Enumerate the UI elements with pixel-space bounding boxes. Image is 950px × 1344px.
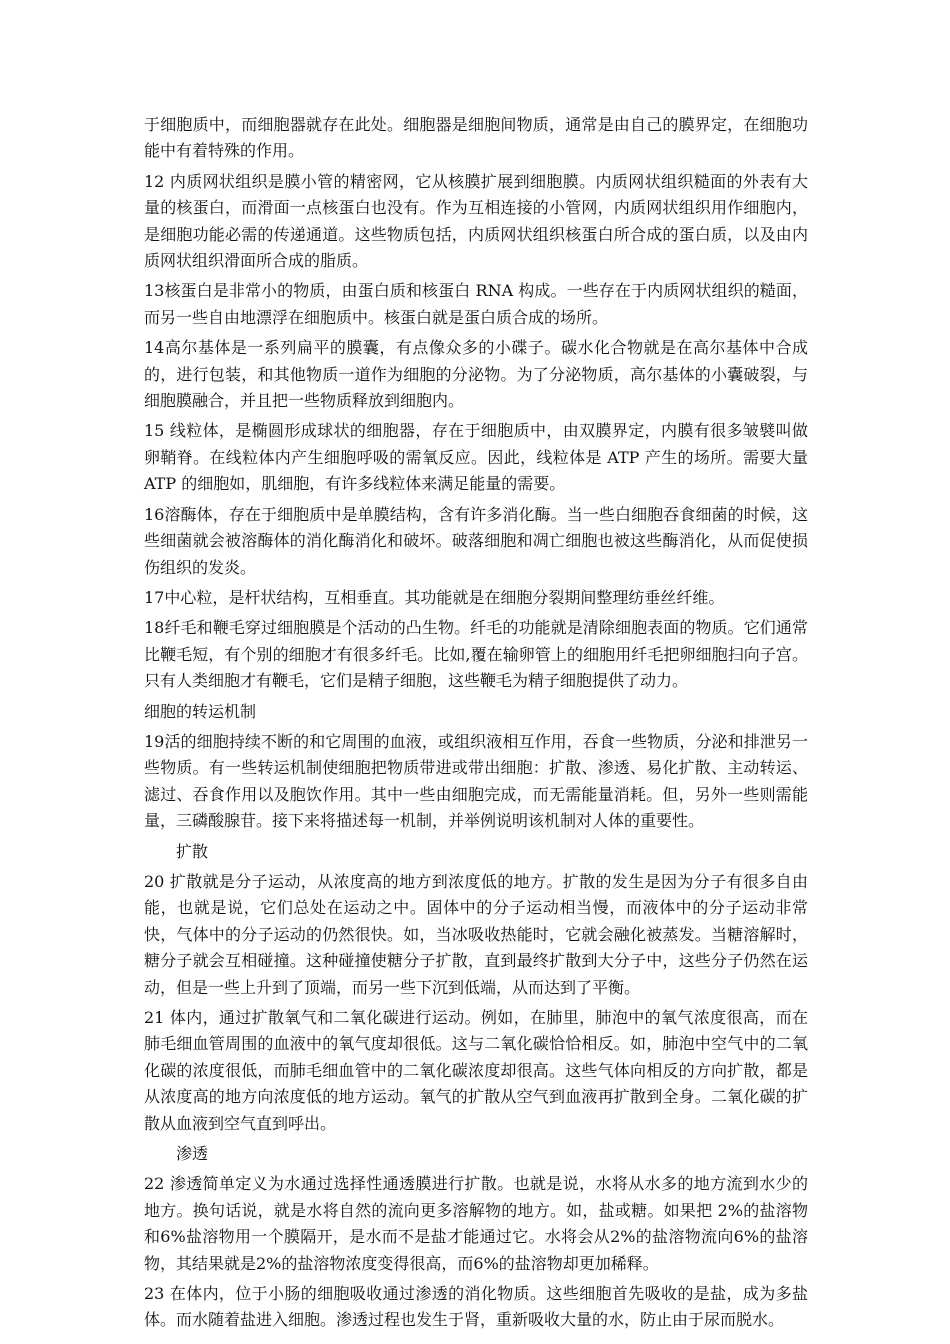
section-heading-transport: 细胞的转运机制 [144, 701, 257, 721]
paragraph-17-centrioles: 17中心粒，是杆状结构，互相垂直。其功能就是在细胞分裂期间整理纺垂丝纤维。 [144, 587, 725, 607]
paragraph-organelles-intro: 于细胞质中，而细胞器就存在此处。细胞器是细胞间物质，通常是由自己的膜界定，在细胞功能中有着特殊的作用。 [144, 115, 808, 161]
paragraph-23-osmosis-body: 23 在体内，位于小肠的细胞吸收通过渗透的消化物质。这些细胞首先吸收的是盐，成为多盐体。而水随着盐进入细胞。渗透过程也发生于肾，重新吸收大量的水，防止由于尿而脱水。 [144, 1284, 808, 1330]
paragraph-18-cilia-flagella: 18纤毛和鞭毛穿过细胞膜是个活动的凸生物。纤毛的功能就是清除细胞表面的物质。它们通常比鞭毛短，有个别的细胞才有很多纤毛。比如,覆在输卵管上的细胞用纤毛把卵细胞扫向子宫。只有人类细胞才有鞭毛，它们是精子细胞，这些鞭毛为精子细胞提供了动力。 [144, 618, 808, 691]
paragraph-21-gas-diffusion: 21 体内，通过扩散氧气和二氧化碳进行运动。例如，在肺里，肺泡中的氧气浓度很高，而在肺毛细血管周围的血液中的氧气度却很低。这与二氧化碳恰恰相反。如，肺泡中空气中的二氧化碳的浓度很低，而肺毛细血管中的二氧化碳浓度却很高。这些气体向相反的方向扩散，都是从浓度高的地方向浓度低的地方运动。氧气的扩散从空气到血液再扩散到全身。二氧化碳的扩散从血液到空气直到呼出。 [144, 1008, 808, 1133]
paragraph-14-golgi: 14高尔基体是一系列扁平的膜囊，有点像众多的小碟子。碳水化合物就是在高尔基体中合成的，进行包装，和其他物质一道作为细胞的分泌物。为了分泌物质，高尔基体的小囊破裂，与细胞膜融合，并且把一些物质释放到细胞内。 [144, 338, 808, 411]
paragraph-13-ribosomes: 13核蛋白是非常小的物质，由蛋白质和核蛋白 RNA 构成。一些存在于内质网状组织的糙面，而另一些自由地漂浮在细胞质中。核蛋白就是蛋白质合成的场所。 [144, 281, 808, 327]
paragraph-16-lysosomes: 16溶酶体，存在于细胞质中是单膜结构，含有许多消化酶。当一些白细胞吞食细菌的时候，这些细菌就会被溶酶体的消化酶消化和破坏。破落细胞和凋亡细胞也被这些酶消化，从而促使损伤组织的发炎。 [144, 504, 808, 577]
paragraph-12-endoplasmic-reticulum: 12 内质网状组织是膜小管的精密网，它从核膜扩展到细胞膜。内质网状组织糙面的外表有大量的核蛋白，而滑面一点核蛋白也没有。作为互相连接的小管网，内质网状组织用作细胞内，是细胞功能必需的传递通道。这些物质包括，内质网状组织核蛋白所合成的蛋白质，以及由内质网状组织滑面所合成的脂质。 [144, 171, 808, 271]
paragraph-22-osmosis: 22 渗透简单定义为水通过选择性通透膜进行扩散。也就是说，水将从水多的地方流到水少的地方。换句话说，就是水将自然的流向更多溶解物的地方。如，盐或糖。如果把 2%的盐溶物和6%盐溶物用一个膜隔开，是水而不是盐才能通过它。水将会从2%的盐溶物流向6%的盐溶物，其结果就是2%的盐溶物浓度变得很高，而6%的盐溶物却更加稀释。 [144, 1174, 808, 1273]
paragraph-19-transport: 19活的细胞持续不断的和它周围的血液，或组织液相互作用，吞食一些物质，分泌和排泄另一些物质。有一些转运机制使细胞把物质带进或带出细胞：扩散、渗透、易化扩散、主动转运、滤过、吞食作用以及胞饮作用。其中一些由细胞完成，而无需能量消耗。但，另外一些则需能量，三磷酸腺苷。接下来将描述每一机制，并举例说明该机制对人体的重要性。 [144, 731, 808, 831]
paragraph-15-mitochondria: 15 线粒体，是椭圆形成球状的细胞器，存在于细胞质中，由双膜界定，内膜有很多皱襞叫做卵鞘脊。在线粒体内产生细胞呼吸的需氧反应。因此，线粒体是 ATP 产生的场所。需要大量 ATP 的细胞如，肌细胞，有许多线粒体来满足能量的需要。 [144, 421, 808, 494]
subheading-osmosis: 渗透 [176, 1144, 209, 1164]
paragraph-20-diffusion: 20 扩散就是分子运动，从浓度高的地方到浓度低的地方。扩散的发生是因为分子有很多自由能，也就是说，它们总处在运动之中。固体中的分子运动相当慢，而液体中的分子运动非常快，气体中的分子运动的仍然很快。如，当冰吸收热能时，它就会融化被蒸发。当糖溶解时，糖分子就会互相碰撞。这种碰撞使糖分子扩散，直到最终扩散到大分子中，这些分子仍然在运动，但是一些上升到了顶端，而另一些下沉到低端，从而达到了平衡。 [144, 871, 808, 997]
document-page [144, 112, 808, 1338]
subheading-diffusion: 扩散 [176, 841, 209, 861]
